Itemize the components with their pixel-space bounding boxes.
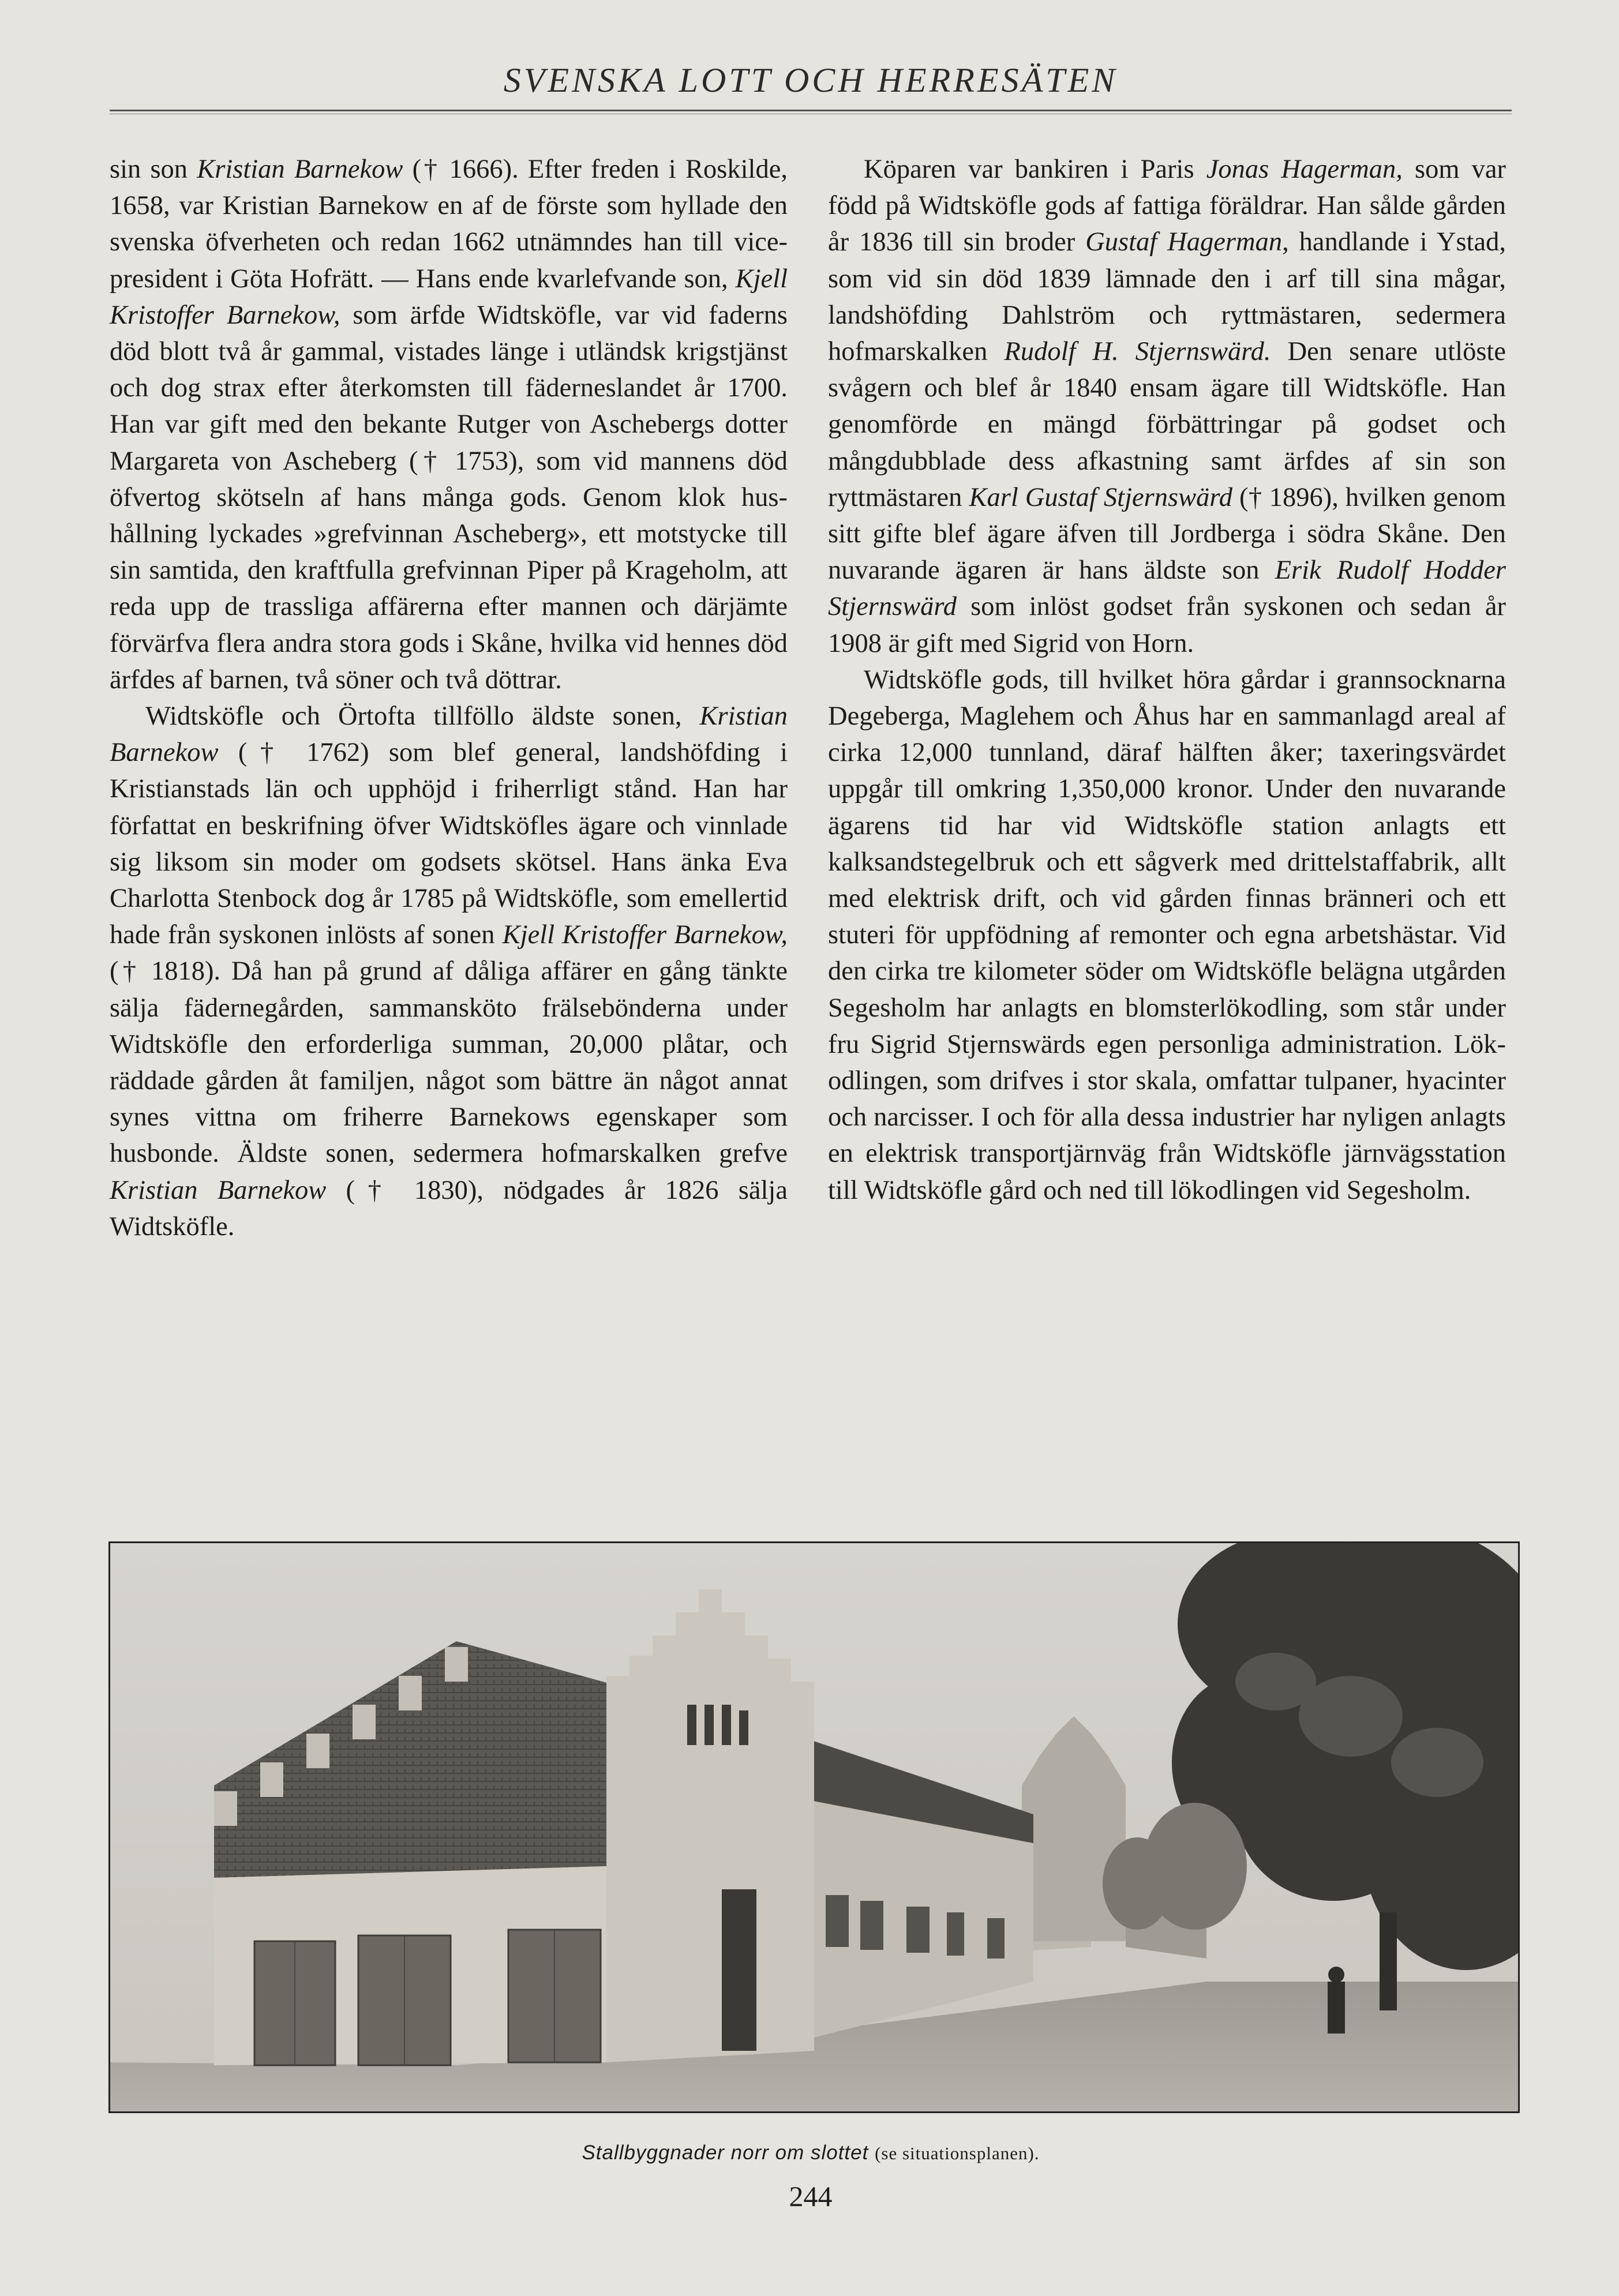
text-run: handlande i Ystad, som vid sin död 1839 lämnade den i arf till sina mågar, landshöfding Dahlström och ryttmästaren, sedermera hofmarskalken bbox=[828, 227, 1506, 367]
header-rule bbox=[110, 110, 1512, 111]
italic-name: Kjell Kristoffer Barnekow, bbox=[502, 920, 788, 950]
text-run: som var född på Widtsköfle gods af fattiga föräldrar. Han sålde gården år 1836 till sin broder bbox=[828, 155, 1506, 257]
text-run: († 1830), nödgades år 1826 sälja Widtsköfle. bbox=[110, 1175, 788, 1241]
italic-name: Kristian Barnekow bbox=[110, 701, 788, 768]
text-run: († 1666). Efter freden i Roskilde, 1658, var Kristian Barnekow en af de förste som hyllade den svenska öfverheten och redan 1662 utnämndes han till vice-president i Göta Hofrätt. — Hans ende kvarlefvande son, bbox=[110, 155, 788, 294]
text-run: Widtsköfle gods, till hvilket höra gårdar i grannsocknarna Degeberga, Maglehem och Åhus har en sammanlagd areal af cirka 12,000 tunnland, däraf hälften åker; taxeringsvärdet uppgår till omkring 1,350,000 kronor. Under den nuvarande ägarens tid har vid Widtsköfle station anlagts ett kalksandstegelbruk och ett sågverk med drittelstaffabrik, allt med elektrisk drift, och vid gården finnas bränneri och ett stuteri för uppfödning af remonter och egna arbetshästar. Vid den cirka tre kilometer söder om Widtsköfle belägna utgården Segesholm har anlagts en blomsterlökodling, som står under fru Sigrid Stjernswärds egen personliga administration. Lökodlingen, som drifves i stor skala, omfattar tulpaner, hyacinter och narcisser. I och för alla dessa industrier har nyligen anlagts en elektrisk transportjärnväg från Widtsköfle järnvägsstation till Widtsköfle gård och ned till lökodlingen vid Segesholm. bbox=[828, 665, 1506, 1205]
caption-italic: Stallbyggnader norr om slottet bbox=[582, 2141, 869, 2164]
text-run: Den senare utlöste svågern och blef år 1840 ensam ägare till Widtsköfle. Han genomförde en mängd förbättringar på godset och mångdubblade dess afkastning samt ärfdes af sin son ryttmästaren bbox=[828, 337, 1506, 512]
text-run: († 1818). Då han på grund af dåliga affärer en gång tänkte sälja fädernegården, sammansköto frälsebönderna under Widtsköfle den erforderliga summan, 20,000 plåtar, och räddade gården åt familjen, något som bättre än något annat synes vittna om friherre Barnekows egenskaper som husbonde. Äldste sonen, sedermera hofmarskalken grefve bbox=[110, 956, 788, 1169]
left-column bbox=[110, 151, 788, 1245]
text-run: Köparen var bankiren i Paris bbox=[864, 155, 1206, 184]
text-run: († 1762) som blef general, landshöfding i Kristianstads län och upphöjd i friherrligt stånd. Han har författat en beskrifning öfver Widtsköfles ägare och vinnlade sig liksom sin moder om godsets skötsel. Hans änka Eva Charlotta Stenbock dog år 1785 på Widtsköfle, som emellertid hade från syskonen inlösts af sonen bbox=[110, 738, 788, 950]
photo-caption bbox=[110, 2141, 1512, 2164]
italic-name: Jonas Hagerman, bbox=[1206, 155, 1403, 184]
italic-name: Karl Gustaf Stjernswärd bbox=[969, 482, 1232, 512]
italic-name: Gustaf Hagerman, bbox=[1085, 227, 1289, 257]
text-run: sin son bbox=[110, 155, 197, 184]
italic-name: Kristian Barnekow bbox=[197, 155, 403, 184]
text-run: Widtsköfle och Örtofta tillföllo äldste sonen, bbox=[145, 701, 700, 731]
text-run: som ärfde Widtsköfle, var vid faderns död blott två år gammal, vistades länge i utländsk krigstjänst och dog strax efter återkomsten till fäderneslandet år 1700. Han var gift med den bekante Rutger von Aschebergs dotter Margareta von Ascheberg († 1753), som vid mannens död öfvertog skötseln af hans många gods. Genom klok hushållning lyckades »grefvinnan Ascheberg», ett motstycke till sin samtida, den kraftfulla grefvinnan Piper på Krageholm, att reda upp de trassliga affärerna efter mannen och därjämte förvärfva flera andra stora gods i Skåne, hvilka vid hennes död ärfdes af barnen, två söner och två döttrar. bbox=[110, 300, 788, 695]
caption-plain: (se situationsplanen). bbox=[875, 2143, 1040, 2163]
left-paragraph-1 bbox=[110, 151, 788, 698]
right-column bbox=[828, 151, 1506, 1209]
text-run: († 1896), hvilken genom sitt gifte blef ägare äfven till Jordberga i södra Skåne. Den nuvarande ägaren är hans äldste son bbox=[828, 482, 1506, 586]
italic-name: Kjell Kristoffer Barnekow, bbox=[110, 264, 788, 330]
italic-name: Kristian Barnekow bbox=[110, 1175, 327, 1205]
right-paragraph-2 bbox=[828, 662, 1506, 1209]
page-number: 244 bbox=[789, 2180, 833, 2212]
text-run: som inlöst godset från syskonen och sedan år 1908 är gift med Sigrid von Horn. bbox=[828, 592, 1506, 658]
italic-name: Erik Rudolf Hodder Stjernswärd bbox=[828, 556, 1506, 622]
stable-buildings-photo bbox=[108, 1541, 1520, 2113]
running-title: SVENSKA LOTT OCH HERRESÄTEN bbox=[503, 61, 1118, 99]
right-paragraph-1 bbox=[828, 151, 1506, 662]
left-paragraph-2 bbox=[110, 698, 788, 1245]
italic-name: Rudolf H. Stjernswärd. bbox=[1004, 337, 1271, 367]
